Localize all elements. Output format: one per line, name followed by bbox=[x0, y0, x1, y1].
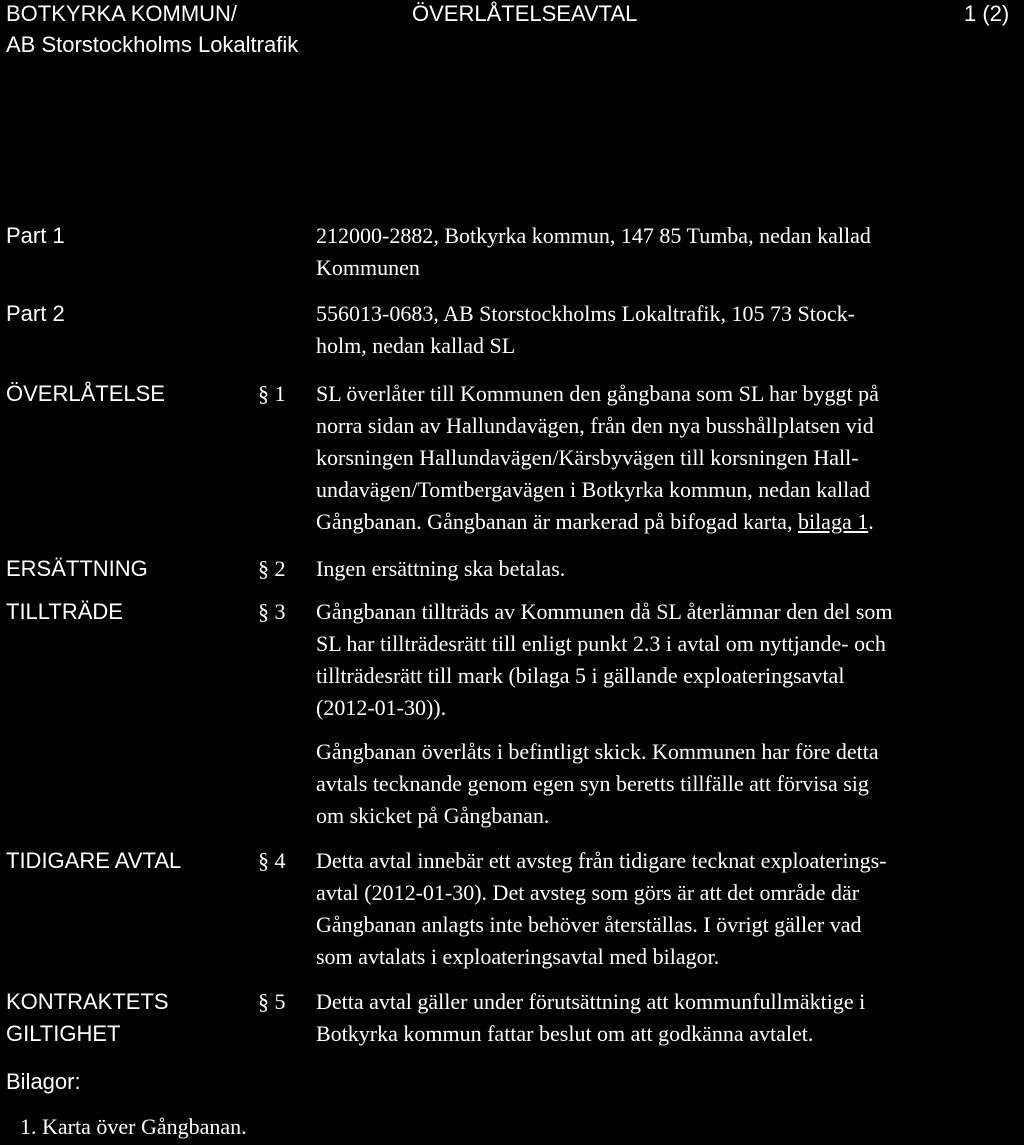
section-label-overlatelse: ÖVERLÅTELSE bbox=[6, 381, 165, 406]
section-label-tidigare-avtal: TIDIGARE AVTAL bbox=[6, 848, 182, 873]
text-line: undavägen/Tomtbergavägen i Botkyrka kommun, nedan kallad bbox=[316, 477, 871, 502]
attachments-heading: Bilagor: bbox=[6, 1069, 81, 1094]
part-1-text bbox=[316, 220, 1022, 284]
header-org-line1: BOTKYRKA KOMMUN/ bbox=[6, 1, 238, 26]
text-line: SL överlåter till Kommunen den gångbana som SL har byggt på bbox=[316, 381, 879, 406]
section-label-ersattning: ERSÄTTNING bbox=[6, 556, 148, 581]
text-line: Gångbanan överlåts i befintligt skick. Kommunen har före detta bbox=[316, 739, 879, 764]
text-line-suffix: . bbox=[868, 509, 874, 534]
text-line: Botkyrka kommun fattar beslut om att godkänna avtalet. bbox=[316, 1021, 814, 1046]
part-2-text bbox=[316, 298, 1022, 362]
section-label-tilltrade: TILLTRÄDE bbox=[6, 599, 123, 624]
document-title: ÖVERLÅTELSEAVTAL bbox=[412, 1, 638, 26]
text-line: (2012-01-30)). bbox=[316, 695, 447, 720]
text-line: avtals tecknande genom egen syn beretts tillfälle att förvisa sig bbox=[316, 771, 869, 796]
text-line: norra sidan av Hallundavägen, från den nya busshållplatsen vid bbox=[316, 413, 874, 438]
section-text-tilltrade bbox=[316, 596, 1022, 724]
part-1-label: Part 1 bbox=[6, 223, 65, 248]
section-text-ersattning bbox=[316, 553, 1022, 585]
label-line: GILTIGHET bbox=[6, 1021, 121, 1046]
text-line: tillträdesrätt till mark (bilaga 5 i gällande exploateringsavtal bbox=[316, 663, 845, 688]
section-text-tilltrade-condition bbox=[316, 736, 1022, 832]
section-text-overlatelse bbox=[316, 378, 1022, 538]
paragraph-number: § 3 bbox=[258, 599, 286, 624]
part-2-label: Part 2 bbox=[6, 301, 65, 326]
section-label-kontraktets-giltighet bbox=[6, 986, 169, 1050]
text-line: 212000-2882, Botkyrka kommun, 147 85 Tumba, nedan kallad bbox=[316, 223, 871, 248]
text-line: som avtalats i exploateringsavtal med bilagor. bbox=[316, 944, 720, 969]
paragraph-number: § 1 bbox=[258, 381, 286, 406]
text-line: Detta avtal innebär ett avsteg från tidigare tecknat exploaterings- bbox=[316, 848, 887, 873]
header-org-line2: AB Storstockholms Lokaltrafik bbox=[6, 32, 299, 57]
text-line: holm, nedan kallad SL bbox=[316, 333, 516, 358]
text-line: korsningen Hallundavägen/Kärsbyvägen till korsningen Hall- bbox=[316, 445, 859, 470]
page-number: 1 (2) bbox=[964, 1, 1010, 26]
attachment-item: 1. Karta över Gångbanan. bbox=[20, 1114, 247, 1139]
label-line: KONTRAKTETS bbox=[6, 989, 169, 1014]
text-line: 556013-0683, AB Storstockholms Lokaltrafik, 105 73 Stock- bbox=[316, 301, 855, 326]
paragraph-number: § 2 bbox=[258, 556, 286, 581]
attachment-reference: bilaga 1 bbox=[797, 509, 869, 534]
paragraph-number: § 5 bbox=[258, 989, 286, 1014]
text-line: avtal (2012-01-30). Det avsteg som görs är att det område där bbox=[316, 880, 860, 905]
paragraph-number: § 4 bbox=[258, 848, 286, 873]
text-line: SL har tillträdesrätt till enligt punkt 2.3 i avtal om nyttjande- och bbox=[316, 631, 886, 656]
text-line bbox=[316, 506, 1022, 538]
section-text-kontraktets-giltighet bbox=[316, 986, 1022, 1050]
text-line: Ingen ersättning ska betalas. bbox=[316, 556, 566, 581]
section-text-tidigare-avtal bbox=[316, 845, 1022, 973]
text-line: Kommunen bbox=[316, 255, 420, 280]
text-line: Gångbanan tillträds av Kommunen då SL återlämnar den del som bbox=[316, 599, 893, 624]
text-line: Detta avtal gäller under förutsättning att kommunfullmäktige i bbox=[316, 989, 866, 1014]
text-line-prefix: Gångbanan. Gångbanan är markerad på bifogad karta, bbox=[316, 509, 798, 534]
text-line: Gångbanan anlagts inte behöver återställas. I övrigt gäller vad bbox=[316, 912, 862, 937]
text-line: om skicket på Gångbanan. bbox=[316, 803, 550, 828]
